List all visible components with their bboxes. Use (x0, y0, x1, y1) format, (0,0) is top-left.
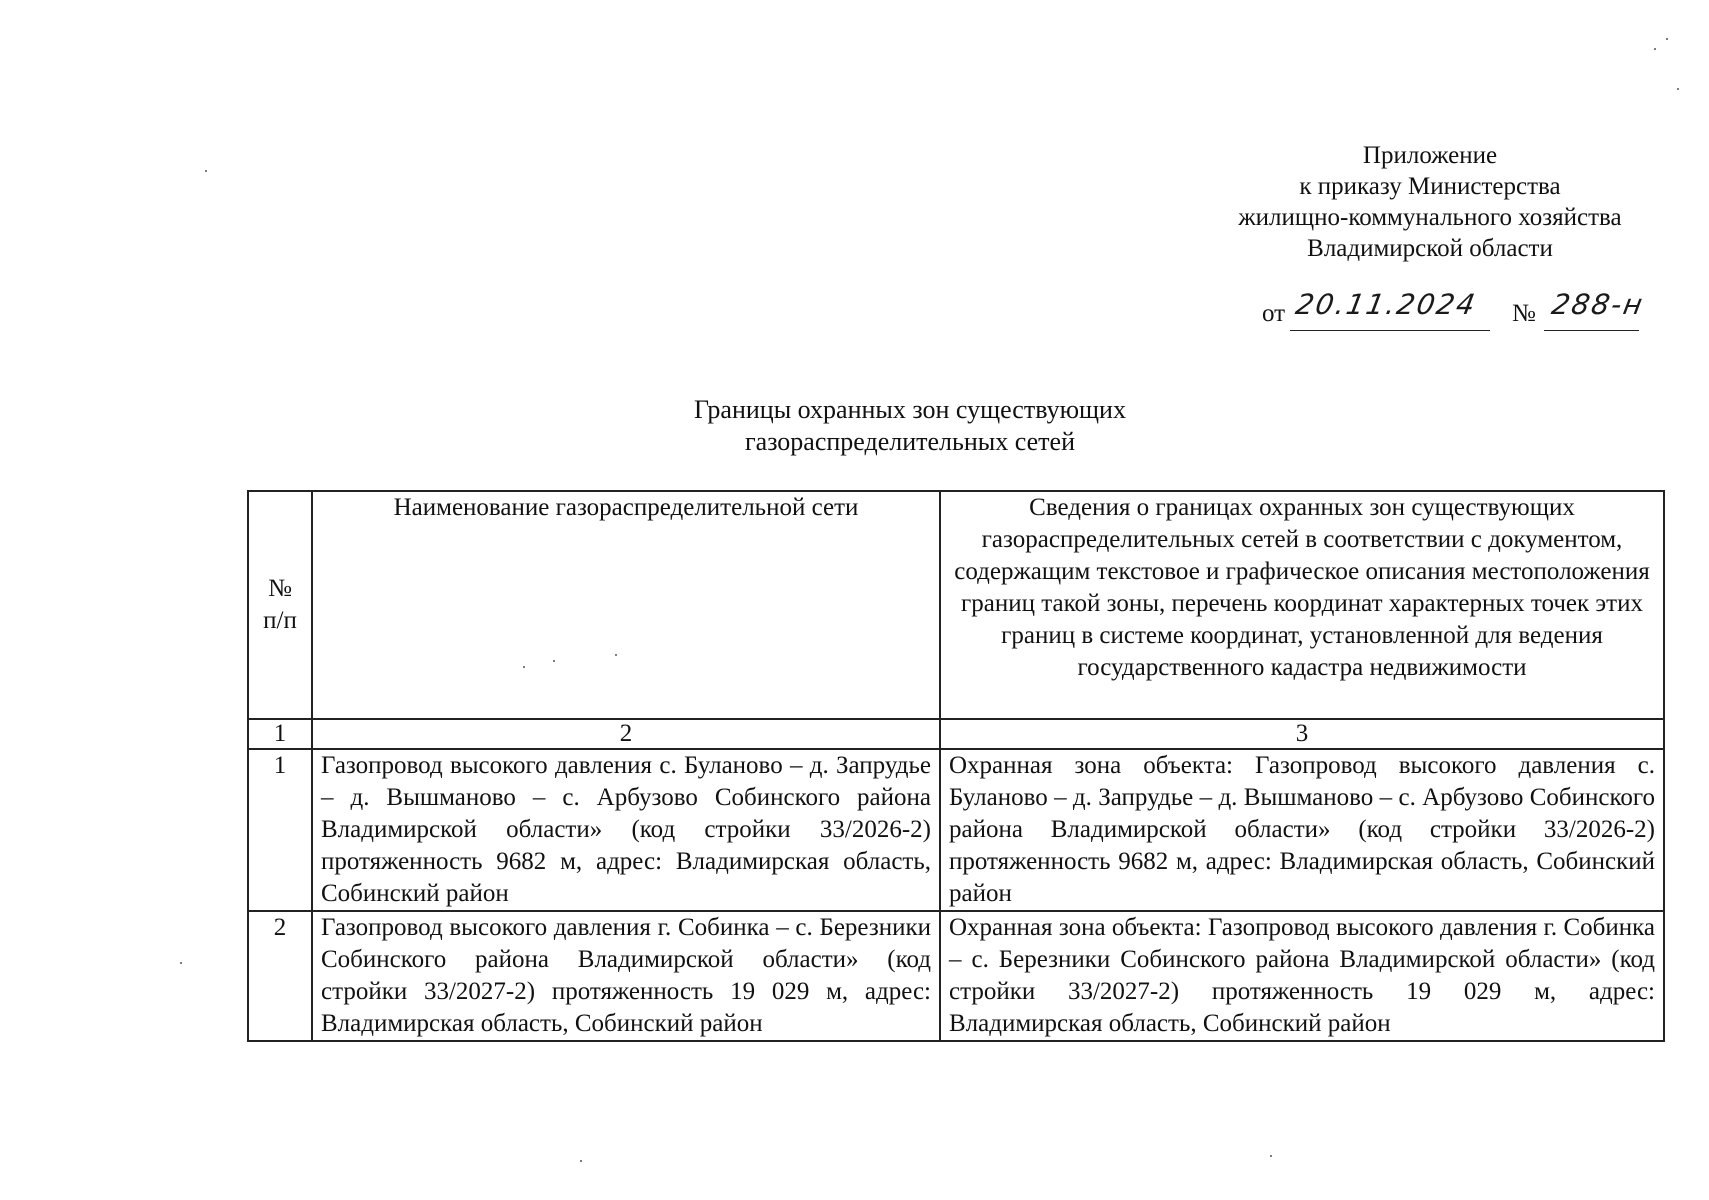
appendix-line-2: к приказу Министерства (1299, 173, 1561, 200)
title-line-1: Границы охранных зон существующих (694, 395, 1126, 424)
protection-zones-table (247, 490, 1665, 1042)
order-date-underline (1290, 330, 1490, 331)
zone-info-cell: Охранная зона объекта: Газопровод высокого давления с. Буланово – д. Запрудье – д. Вышманово – с. Арбузово Собинского района Владимирской области» (код стройки 33/2026-2) протяженность 9682 м, адрес: Владимирская область, Собинский район (940, 749, 1664, 911)
scan-speck (1270, 1155, 1272, 1157)
scan-speck (523, 666, 525, 668)
scan-speck (1677, 88, 1679, 90)
header-number: № п/п (248, 491, 312, 719)
header-zone-info: Сведения о границах охранных зон существующих газораспределительных сетей в соответствии с документом, содержащим текстовое и графическое описания местоположения границ такой зоны, перечень координат характерных точек этих границ в системе координат, установленной для ведения государственного кадастра недвижимости (940, 491, 1664, 719)
order-date-handwritten: 20.11.2024 (1293, 288, 1480, 321)
document-title (560, 394, 1260, 458)
row-number: 2 (248, 911, 312, 1041)
title-line-2: газораспределительных сетей (744, 427, 1075, 456)
order-date-number-line (1262, 288, 1662, 332)
network-name-cell: Газопровод высокого давления г. Собинка – с. Березники Собинского района Владимирской области» (код стройки 33/2027-2) протяженность 19 029 м, адрес: Владимирская область, Собинский район (312, 911, 940, 1041)
scan-speck (205, 170, 207, 172)
zone-info-cell: Охранная зона объекта: Газопровод высокого давления г. Собинка – с. Березники Собинского района Владимирской области» (код стройки 33/2027-2) протяженность 19 029 м, адрес: Владимирская область, Собинский район (940, 911, 1664, 1041)
column-number: 1 (248, 719, 312, 749)
scan-speck (1654, 48, 1656, 50)
appendix-line-3: жилищно-коммунального хозяйства (1238, 204, 1622, 231)
scan-speck (180, 962, 182, 964)
table-row (248, 749, 1664, 911)
scan-speck (1666, 38, 1668, 40)
scan-speck (615, 654, 617, 656)
scan-speck (580, 1160, 582, 1162)
order-date-prefix: от (1262, 300, 1286, 327)
order-number-prefix: № (1512, 300, 1536, 327)
header-network-name: Наименование газораспределительной сети (312, 491, 940, 719)
network-name-cell: Газопровод высокого давления с. Буланово – д. Запрудье – д. Вышманово – с. Арбузово Собинского района Владимирской области» (код стройки 33/2026-2) протяженность 9682 м, адрес: Владимирская область, Собинский район (312, 749, 940, 911)
row-number: 1 (248, 749, 312, 911)
table-row (248, 911, 1664, 1041)
column-number-row (248, 719, 1664, 749)
appendix-line-1: Приложение (1362, 142, 1498, 169)
appendix-block (1200, 140, 1660, 264)
appendix-line-4: Владимирской области (1307, 235, 1553, 262)
scan-speck (553, 660, 555, 662)
table-header-row (248, 491, 1664, 719)
column-number: 2 (312, 719, 940, 749)
column-number: 3 (940, 719, 1664, 749)
order-number-handwritten: 288-н (1549, 288, 1647, 321)
order-number-underline (1544, 330, 1639, 331)
